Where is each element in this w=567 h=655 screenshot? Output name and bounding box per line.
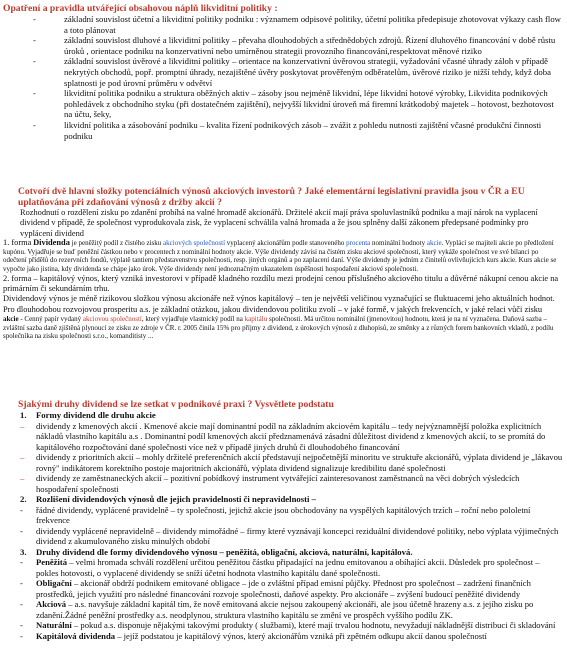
capital-gain-paragraph: 2. forma – kapitálový výnos, který vzniká investorovi v případě kladného rozdílu mezi prodejní cenou příslušného akciového titulu a důvěrné nákupní cenou akcie na primárním či sekundárním trhu.: [3, 273, 559, 293]
list-item: - Akciová – a.s. navyšuje základní kapitál tím, že nově emitovaná akcie nejsou zakoupený akcionáři, ale jsou účetně hrazeny a.s. z jejího zisku po zdanění.Žádné peněžní prostředky a.s. neodplynou, struktura vlastního kapitálu se změní ve prospěch vyššího podílu ZK.: [20, 599, 534, 620]
section-title: Sjakými druhy dividend se lze setkat v podnikové praxi ? Vysvětlete podstatu: [18, 399, 334, 410]
dividend-definition: 1. forma Dividenda je peněžitý podíl z čistého zisku akciových společností vyplacený akcionářům podle stanoveného procenta nominální hodnoty akcie. Vyplácí se majiteli akcie po předložení kupónu. Vyjadřuje se buď peněžní částkou nebo v procentech z nominální hodnoty akcie. Výše dividendy závisí na čistém zisku akciové společnosti, který vykáže společnost ve své bilanci po odečtení přídělů do rezervních fondů, výplatě tantiem představenstvu společnosti, resp. jiných orgánů a po zaplacení daní. Výše dividendy je jedním z činitelů ovlivňujících kurs akcie. Kurs akcie se vypočte jako jistina, kdy dividenda se chápe jako úrok. Výše dividendy není jednoznačným ukazatelem úspěšnosti hospodaření akciové společnosti.: [3, 238, 557, 273]
list-item: - likviditní politika podniku a struktura oběžných aktiv – zásoby jsou nejméně likvidní, lépe likvidní hotové výrobky, Likvidita podnikových pohledávek z obchodního styku (při dostatečném zajištění), nejvyšší likvidní úroveň má firemní krátkodobý majetek – hotovost, bezhotovost na účtu, šeky,: [33, 88, 554, 120]
section-liquidity-policy: [0, 3, 567, 141]
list-item: - základní souvislost účetní a likviditní politiky podniku : významem odpisové politiky, účetní politika předepisuje zhotovovat výkazy cash flow a toto plánovat: [33, 14, 561, 35]
section-title: Opatření a pravidla utvářející obsahovou náplň likviditní politiky :: [3, 3, 278, 14]
list-item: - Peněžitá – velmi hromada schválí rozdělení určitou peněžitou částku připadající na jednu emitovanou a obíhající akcii. Důsledek pro společnost – pokles hotovosti, o vyplacené dividendy se sníží účetní hodnota vlastního kapitálu dané společnosti.: [20, 557, 540, 578]
section-title: Cotvoří dvě hlavní složky potenciálních výnosů akciových investorů ? Jaké elementární legislativní pravidla jsou v ČR a EU uplatňována při zdaňování výnosů z držby akcií ?: [18, 186, 525, 208]
list-item: - likvidní politika a zásobování podniku – kvalita řízení podnikových zásob – zvážit z pohledu nutnosti zajištění včasné produkční činnosti podniku: [33, 119, 542, 141]
list-item: – dividendy z kmenových akcií . Kmenové akcie mají dominantní podíl na základním akciovém kapitálu – tedy nejvýznamnější položka explicitních nákladů vlastního kapitálu a.s . Dominantní podíl kmenových akcií předznamenává zásadní důležitost dividend z kmenových akcií, to se promítá do kapitálového rozpočtování dané společnosti více než v případě jiných druhů či dlouhodobého financování: [20, 420, 546, 452]
list-item: - základní souvislost dluhové a likviditní politiky – převaha dlouhodobých a střednědobých zdrojů. Řízení dluhového financování v době růstu úroků , orientace podniku na konzervativní nebo umírněnou strategii provozního financování,respektovat měnové riziko: [33, 35, 556, 56]
policy-paragraph: Pro dlouhodobou rozvojovou prosperitu a.s. je základní otázkou, jakou dividendovou politiku zvolí – v jaké formě, v jakých frekvencích, v jaké relaci vůči zisku: [3, 304, 543, 314]
intro-paragraph: Rozhodnutí o rozdělení zisku po zdanění probíhá na valné hromadě akcionářů. Držitelé akcií mají práva spoluvlastníků podniku a mají nárok na vyplacení dividend v případě, že společnost vyprodukovala zisk, že vyplacení schválila valná hromada a že jsou splněny další zákonem předepsané podmínky pro vyplácení dividend: [20, 208, 538, 238]
list-item: - základní souvislost úvěrové a likviditní politiky – orientace na konzervativní úvěrovou strategii, vyžadování včasné úhrady záloh v případě nekrytých obchodů, popř. promptní úhrady, nezajištěné úvěry poskytovat prověřeným odběratelům, úvěrové riziko je nižší tehdy, když doba splatnosti je pod úrovní průměru v odvětví: [33, 56, 551, 88]
risk-paragraph: Dividendový výnos je méně rizikovou složkou výnosu akcionáře než výnos kapitálový – ten je největší veličinou vyznačující se fluktuacemi jeho aktuálních hodnot.: [3, 294, 555, 304]
list-item: – dividendy ze zaměstnaneckých akcií – pozitivní pobídkový instrument vytvářející zainteresovanost zaměstnanců na věci dobrých výsledcích hospodaření společnosti: [20, 473, 520, 494]
list-item: - dividendy vyplácené nepravidelně – dividendy mimořádné – firmy které vyznávají koncepci reziduální dividendové politiky, nebo výplata výjimečných dividend z akumulovaného zisku minulých období: [20, 525, 559, 547]
list-item: – dividendy z prioritních akcií – mohly držitelé preferenčních akcií představují nejpočetnější minoritu ve struktuře akcionářů, výplata dividend je „lákavou rovný" indikátorem korektního postoje majoritních akcionářů, výplata dividend signalizuje kredibilitu dané společnosti: [20, 452, 563, 473]
section-investor-returns: [0, 186, 567, 341]
list-item: - Kapitálová dividenda – jejíž podstatou je kapitálový výnos, který akcionářům vzniká při zpětném odkupu akcií danou společností: [20, 630, 487, 641]
list-item: - řádné dividendy, vyplácené pravidelně – ty společnosti, jejichž akcie jsou obchodovány na vyspělých kapitálových trzích – roční nebo pololetní frekvence: [20, 504, 531, 526]
numbered-heading: 1. Formy dividend dle druhu akcie: [20, 410, 156, 420]
numbered-heading: 3. Druhy dividend dle formy dividendového výnosu – peněžitá, obligační, akciová, naturální, kapitálová.: [20, 546, 413, 557]
list-item: - Naturální – pokud a.s. disponuje nějakými takovými produkty ( službami), které mají trvalou hodnotu, nevyžadují nákladnější distribuci či skladování: [20, 620, 556, 631]
list-item: - Obligační – akcionář obdrží podnikem emitované obligace – jde o zvláštní případ emisní půjčky. Přednost pro společnost – zadržení finančních prostředků, jejich využití pro následné financování rozvoje společnosti, daňové aspekty. Pro akcionáře – zvýšení budoucí peněžité dividendy: [20, 578, 531, 599]
bullet-list: [0, 14, 567, 141]
footnote-definition: akcie - Cenný papír vydaný akciovou společností, který vyjadřuje vlastnický podíl na kapitálu společnosti. Má určitou nominální (jmenovitou) hodnotu, která je na ní vyznačena. Daňová sazba – zvláštní sazba daně zjištěná plynoucí ze zisku ze zdroje v ČR. r. 2005 činila 15% pro příjmy z dividend, z úrokových výnosů z dluhopisů, ze směnky a z různých forem bankovních vkladů, z podílu společníka na zisku společnosti s.r.o., komanditisty ...: [3, 315, 554, 341]
numbered-heading: 2. Rozlišení dividendových výnosů dle jejich pravidelnosti či nepravidelnosti –: [20, 494, 316, 505]
section-dividend-types: [0, 399, 567, 641]
